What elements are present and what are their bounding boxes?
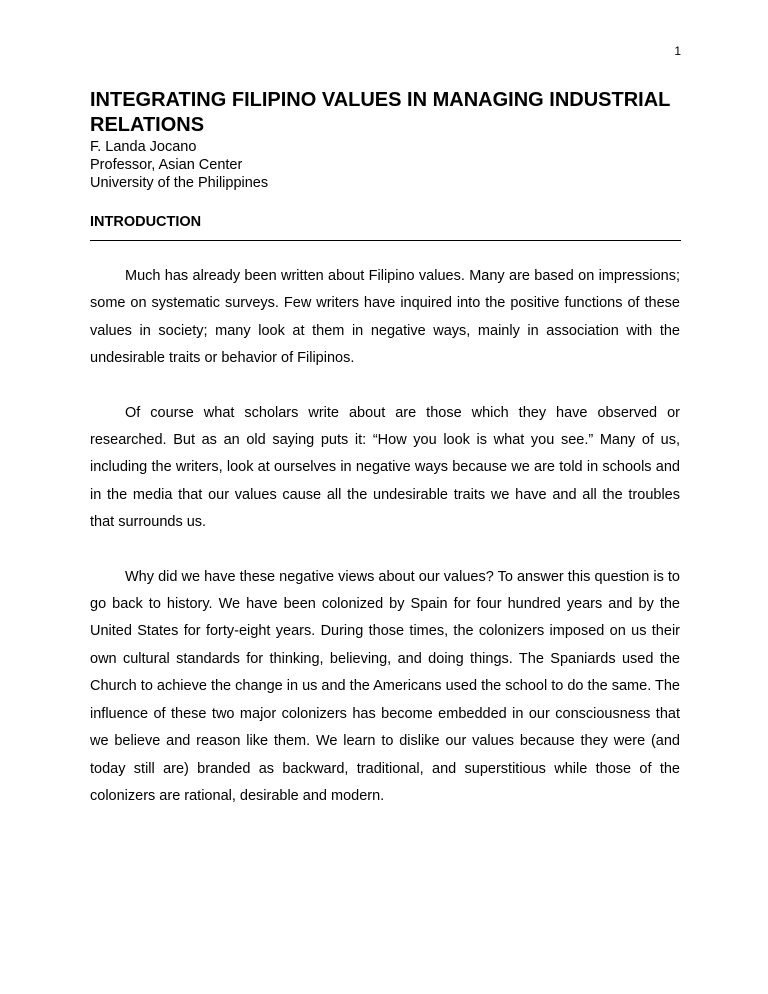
paragraph-2: Of course what scholars write about are those which they have observed or researched. But as an old saying puts it: “How you look is what you see.” Many of us, including the writers, look at ourselves in negative ways because we are told in schools and in the media that our values cause all the undesirable traits we have and all the troubles that surrounds us. <box>90 404 680 531</box>
author-position: Professor, Asian Center <box>90 157 243 173</box>
author-institution: University of the Philippines <box>90 175 269 191</box>
section-heading: INTRODUCTION <box>90 214 202 230</box>
body-text <box>90 236 680 837</box>
paragraph-3: Why did we have these negative views about our values? To answer this question is to go back to history. We have been colonized by Spain for four hundred years and by the United States for forty-eight years. During those times, the colonizers imposed on us their own cultural standards for thinking, believing, and doing things. The Spaniards used the Church to achieve the change in us and the Americans used the school to do the same. The influence of these two major colonizers has become embedded in our consciousness that we believe and reason like them. We learn to dislike our values because they were (and today still are) branded as backward, traditional, and superstitious while those of the colonizers are rational, desirable and modern. <box>90 568 680 804</box>
document-header <box>90 88 680 192</box>
document-title: INTEGRATING FILIPINO VALUES IN MANAGING INDUSTRIAL RELATIONS <box>90 89 670 136</box>
page-number: 1 <box>674 44 681 58</box>
paragraph-1: Much has already been written about Filipino values. Many are based on impressions; some on systematic surveys. Few writers have inquired into the positive functions of these values in society; many look at them in negative ways, mainly in association with the undesirable traits or behavior of Filipinos. <box>90 268 680 367</box>
author-name: F. Landa Jocano <box>90 139 197 155</box>
